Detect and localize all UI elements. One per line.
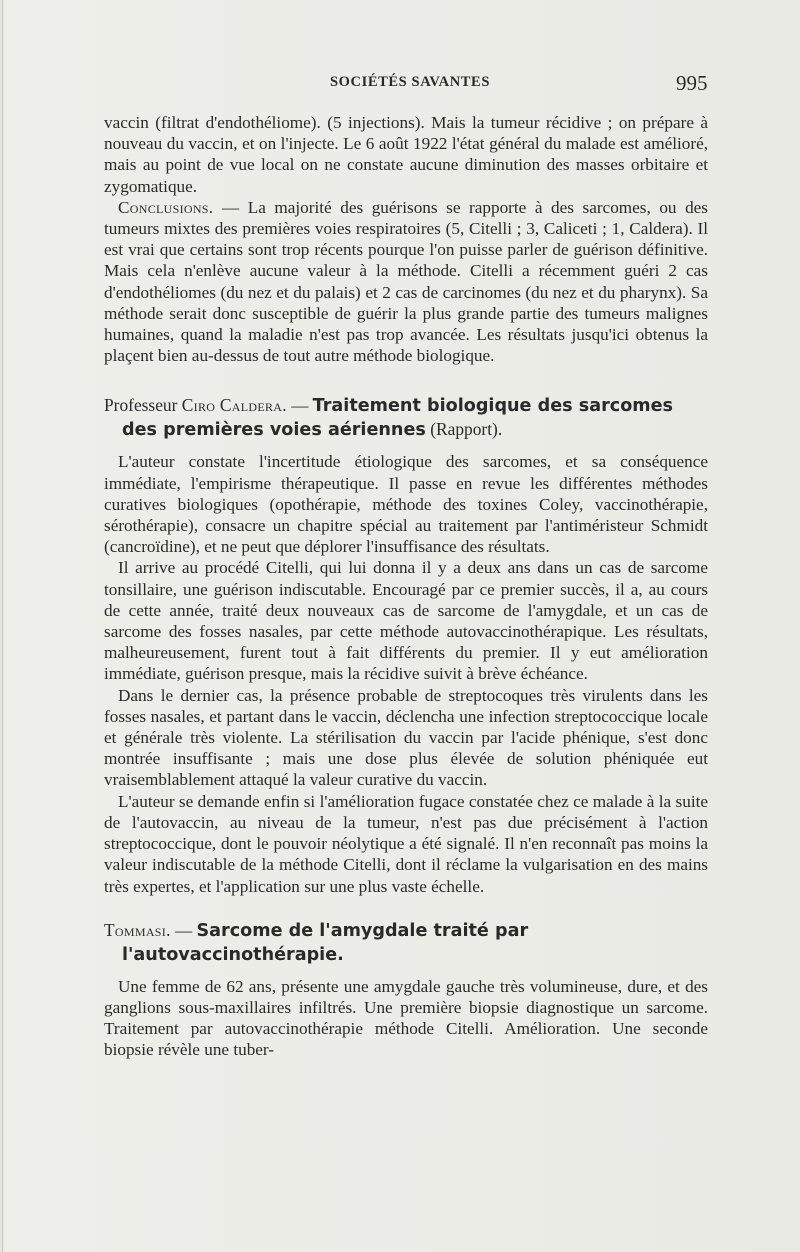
caldera-heading (104, 394, 708, 442)
tommasi-dash: — (170, 920, 197, 940)
page-header (0, 71, 800, 98)
caldera-prefix: Professeur (104, 395, 182, 416)
page-edge (2, 0, 3, 1252)
caldera-dash: — (286, 396, 313, 416)
tommasi-paragraph: Une femme de 62 ans, présente une amygdale gauche très volumineuse, dure, et des ganglions sous-maxillaires infiltrés. Une première biopsie diagnostique un sarcome. Traitement par autovaccinothérapie méthode Citelli. Amélioration. Une seconde biopsie révèle une tuber- (104, 976, 708, 1060)
caldera-paragraph: L'auteur se demande enfin si l'amélioration fugace constatée chez ce malade à la suite de l'autovaccin, au niveau de la tumeur, n'est pas due précisément à l'action streptococcique, dont le pouvoir néolytique a été signalé. Il n'en reconnaît pas moins la valeur indiscutable de la méthode Citelli, dont il réclame la vulgarisation en des mains très expertes, et l'application sur une plus vaste échelle. (104, 791, 708, 896)
conclusions-paragraph (104, 197, 708, 367)
conclusions-text: — La majorité des guérisons se rapporte à des sarcomes, ou des tumeurs mixtes des premières voies respiratoires (5, Citelli ; 3, Caliceti ; 1, Caldera). Il est vrai que certains sont trop récents pourque l'on puisse parler de guérison définitive. Mais cela n'enlève aucune valeur à la méthode. Citelli a récemment guéri 2 cas d'endothéliomes (du nez et du palais) et 2 cas de carcinomes (du nez et du pharynx). Sa méthode serait donc susceptible de guérir la plus grande partie des tumeurs malignes humaines, quand la maladie n'est pas trop avancée. Les résultats jusqu'ici obtenus la plaçent bien au-dessus de tout autre méthode biologique. (104, 197, 708, 366)
caldera-suffix: (Rapport). (425, 419, 503, 440)
running-title: SOCIÉTÉS SAVANTES (330, 74, 490, 90)
conclusions-label: Conclusions. (118, 197, 214, 217)
tommasi-heading (104, 919, 708, 967)
caldera-paragraph: Il arrive au procédé Citelli, qui lui donna il y a deux ans dans un cas de sarcome tonsillaire, une guérison indiscutable. Encouragé par ce premier succès, il a, au cours de cette année, traité deux nouveaux cas de sarcome de l'amygdale, et un cas de sarcome des fosses nasales, par cette méthode autovaccinothérapique. Les résultats, malheureusement, furent tout à fait différents du premier. Il y eut amélioration immédiate, guérison presque, mais la récidive suivit à brève échéance. (104, 558, 708, 684)
tommasi-title: Sarcome de l'amygdale traité par l'autovaccinothérapie. (122, 920, 529, 965)
page-number: 995 (676, 71, 708, 95)
intro-paragraph: vaccin (filtrat d'endothéliome). (5 injections). Mais la tumeur récidive ; on prépare à nouveau du vaccin, et on l'injecte. Le 6 août 1922 l'état général du malade est amélioré, mais au point de vue local on ne constate aucune diminution des masses orbitaire et zygomatique. (104, 113, 708, 196)
caldera-paragraph: Dans le dernier cas, la présence probable de streptocoques très virulents dans les fosses nasales, et partant dans le vaccin, déclencha une infection streptococcique locale et générale très violente. La stérilisation du vaccin par l'acide phénique, s'est donc montrée insuffisante ; mais une dose plus élevée de solution phéniquée eut vraisemblablement attaqué la valeur curative du vaccin. (104, 685, 708, 790)
body-text (104, 112, 708, 1061)
caldera-title: Traitement biologique des sarcomes des premières voies aériennes (122, 396, 674, 441)
caldera-author: Ciro Caldera. (181, 395, 287, 416)
caldera-paragraph: L'auteur constate l'incertitude étiologique des sarcomes, et sa conséquence immédiate, l'empirisme thérapeutique. Il passe en revue les différentes méthodes curatives biologiques (opothérapie, méthode des toxines Coley, vaccinothérapie, sérothérapie), consacre un chapitre spécial au traitement par l'antiméristeur Schmidt (cancroïdine), et ne peut que déplorer l'insuffisance des résultats. (104, 452, 708, 557)
tommasi-author: Tommasi. (104, 919, 171, 940)
